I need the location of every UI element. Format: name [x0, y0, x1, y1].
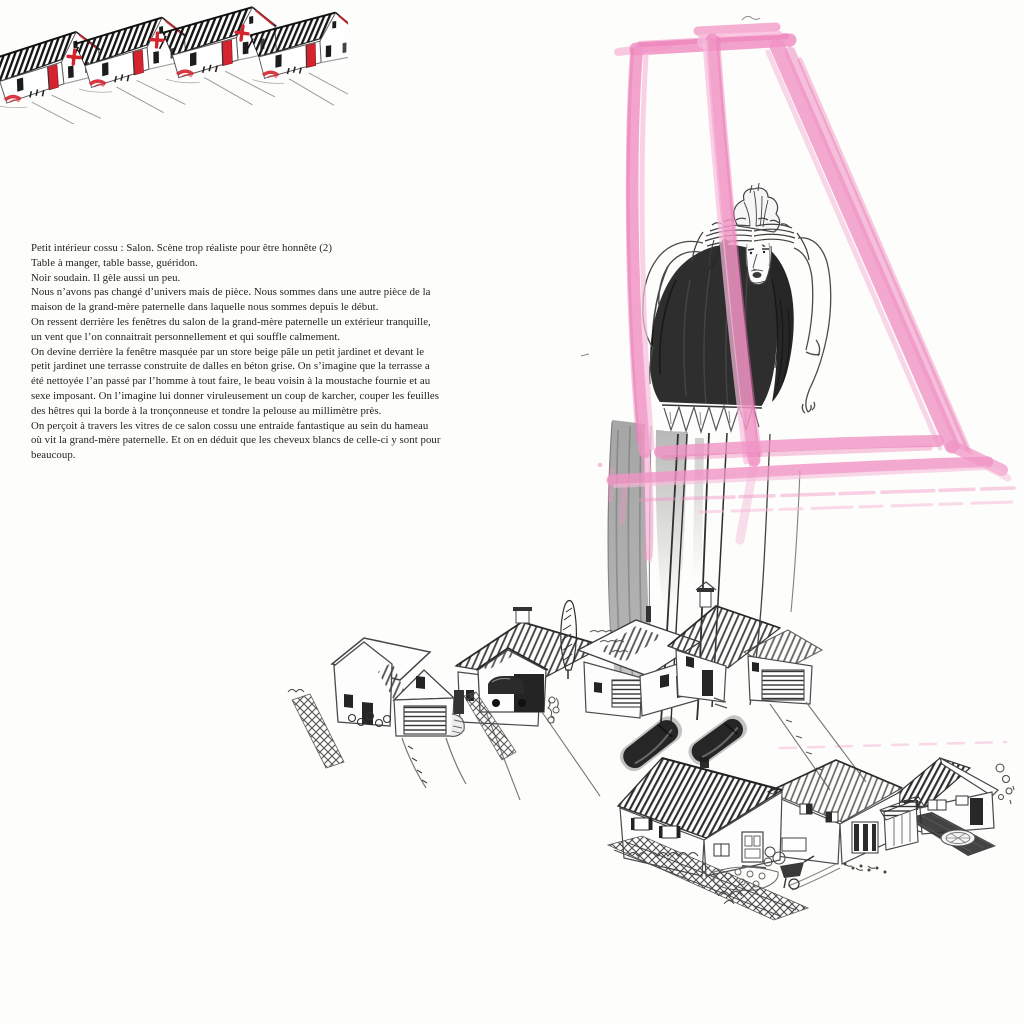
- giant-shoes-illustration: [600, 690, 790, 810]
- right-shoe: [684, 711, 751, 769]
- story-paragraph: Petit intérieur cossu : Salon. Scène trop réaliste pour être honnête (2): [31, 242, 333, 254]
- story-paragraph: On ressent derrière les fenêtres du salon de la grand-mère paternelle un extérieur tranquille, un vent que l’on connaitrait personnellement et qui souffle calmement.: [31, 315, 431, 343]
- sketched-houses-row-illustration: [0, 0, 348, 124]
- wheelbarrow: [780, 856, 814, 889]
- story-paragraph: On devine derrière la fenêtre masquée par un store beige pâle un petit jardinet et devant le petit jardinet une terrasse construite de dalles en béton grise. On s’imagine que la terrasse a été nettoyée l’an passé par l’homme à tout faire, le beau voisin à la moustache fournie et au sexe imposant. On l’imagine lui donner viruleusement un coup de karcher, couper les feuilles des hêtres qui la borde à la tronçonneuse et tondre la pelouse au millimètre près.: [31, 345, 440, 417]
- story-text: [31, 241, 441, 463]
- french-door: [852, 822, 878, 853]
- story-paragraph: Nous n’avons pas changé d’univers mais de pièce. Nous sommes dans une autre pièce de la maison de la grand-mère paternelle dans laquelle nous sommes depuis le début.: [31, 286, 431, 314]
- story-paragraph: On perçoit à travers les vitres de ce salon cossu une entraide fantastique au sein du hameau où vit la grand-mère paternelle. Et on en déduit que les cheveux blancs de celle-ci y sont pour beaucoup.: [31, 419, 441, 462]
- white-door: [742, 832, 766, 868]
- story-paragraph: Table à manger, table basse, guéridon.: [31, 256, 198, 269]
- left-shoe: [615, 712, 687, 776]
- story-paragraph: Noir soudain. Il gèle aussi un peu.: [31, 271, 181, 284]
